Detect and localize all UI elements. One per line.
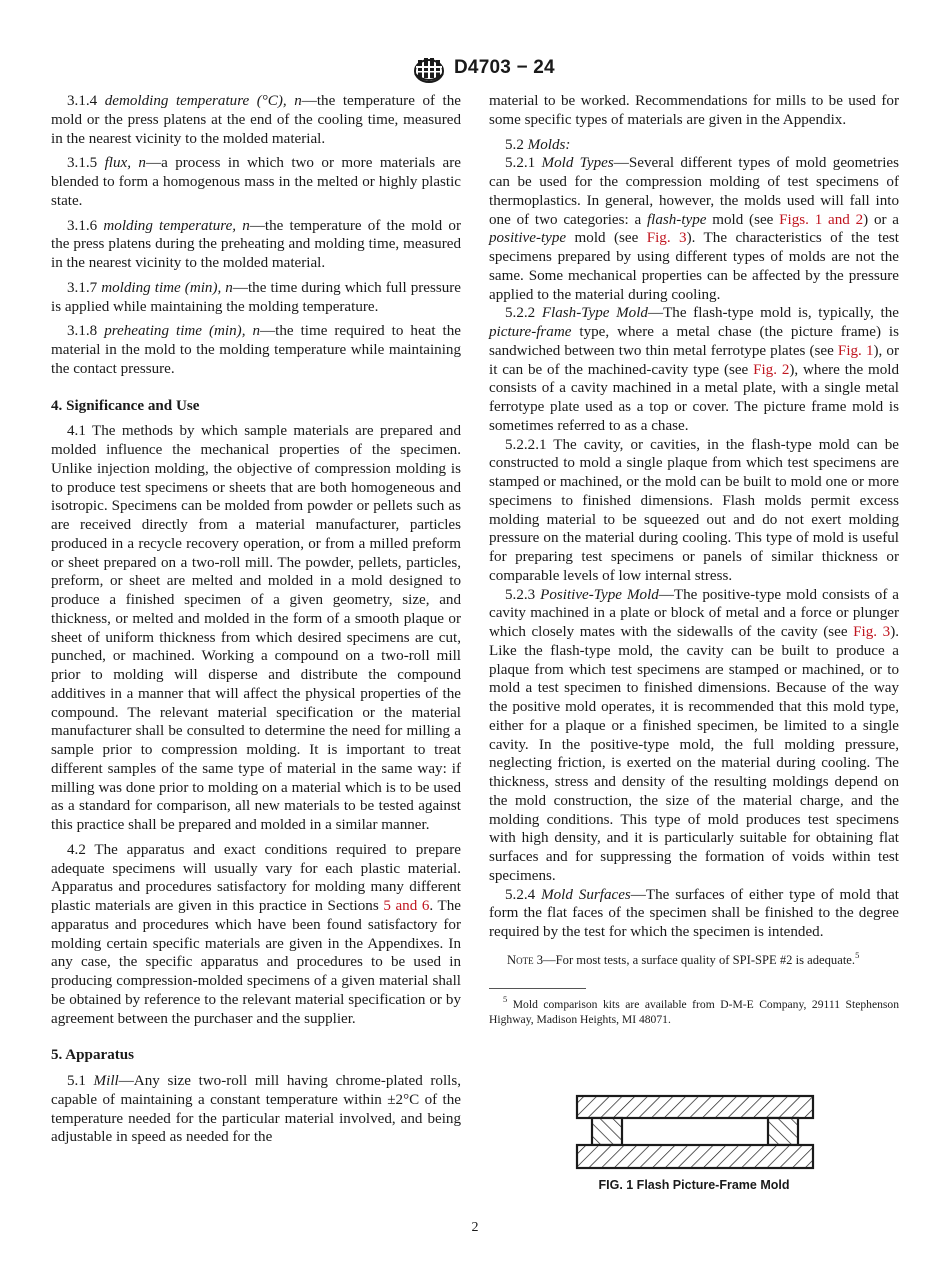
- defined-term: demolding temperature (°C), n: [104, 93, 302, 109]
- top-plate: [577, 1096, 813, 1118]
- definition-text: —a process in which two or more materials are blended to form a homogenous mass in the melted or highly plastic state.: [51, 155, 461, 209]
- emphasis-text: flash-type: [646, 211, 707, 228]
- definition-text: —the temperature of the mold or the press platens during the preheating and molding time, measured in the nearest vicinity to the molded material.: [51, 217, 461, 271]
- link-fig-3[interactable]: Fig. 3: [853, 624, 891, 640]
- clause-number: 3.1.5: [67, 155, 98, 172]
- clause-number: 5.1: [67, 1073, 86, 1089]
- footnote-text: Mold comparison kits are available from D-M-E Company, 29111 Stephenson Highway, Madison Heights, MI 48071.: [489, 997, 899, 1026]
- link-fig-2[interactable]: Fig. 2: [753, 361, 790, 378]
- definition-text: —the time required to heat the material in the mold to the molding temperature while maintaining the contact pressure.: [51, 323, 461, 377]
- paragraph-text: —The surfaces of either type of mold that form the flat faces of the specimen shall be finished to the degree required by the test for which the specimen is intended.: [489, 886, 899, 940]
- paragraph-text: mold (see: [566, 230, 647, 247]
- page-number: 2: [471, 1220, 479, 1235]
- section-heading-apparatus: 5. Apparatus: [51, 1047, 135, 1064]
- clause-term: Positive-Type Mold: [540, 586, 659, 603]
- section-heading-significance: 4. Significance and Use: [51, 397, 200, 414]
- note-number: 3: [533, 952, 544, 967]
- paragraph-text: 4.2 The apparatus and exact conditions required to prepare adequate specimens will usually vary for each plastic material. Apparatus and procedures satisfactory for molding many different plastic materials are given in this practice in Sections: [51, 841, 461, 914]
- clause-term: Mold Types: [541, 155, 614, 172]
- paragraph-5-2-4: [489, 886, 899, 942]
- clause-term: Mill: [93, 1073, 119, 1089]
- clause-number: 3.1.6: [67, 217, 98, 234]
- defined-term: flux, n: [104, 155, 146, 172]
- note-label: Note: [507, 952, 534, 967]
- paragraph-4-2: [51, 841, 461, 1029]
- footnote-5: [489, 993, 899, 1027]
- document-id: D4703 − 24: [454, 57, 555, 78]
- footnote-ref-5[interactable]: 5: [855, 949, 860, 960]
- footnote-divider: [489, 988, 586, 989]
- clause-number: 5.2.2: [505, 305, 536, 322]
- paragraph-text: —The positive-type mold consists of a cavity machined in a plate or block of metal and a force or plunger which closely mates with the sidewalls of the cavity (see: [489, 586, 899, 640]
- paragraph-5-2: [489, 136, 899, 155]
- note-3: [489, 949, 899, 968]
- clause-term: Mold Surfaces: [541, 886, 631, 903]
- paragraph-text: —Several different types of mold geometries can be used for the compression molding of test specimens of thermoplastics. In general, however, the molds used will fall into one of two categories: a: [489, 155, 899, 228]
- left-column: [51, 92, 461, 1147]
- astm-logo-icon: [409, 56, 449, 84]
- link-fig-1[interactable]: Fig. 1: [837, 342, 874, 359]
- paragraph-3-1-6: [51, 217, 461, 273]
- paragraph-text: ). Like the flash-type mold, the cavity can be built to produce a plaque from which test specimens are stamped or machined, or to mold a test specimen to finished dimensions. Because of the way the positive mold operates, it is recommended that this mold type, either for a plaque or a finished specimen, be limited to a single cavity. In the positive-type mold, the full molding pressure, neglecting friction, is exerted on the material during cooling. The thickness, stress and density of the resulting moldings depend on the mold construction, the size of the material charge, and the molding conditions. This type of mold produces test specimens with high density, and it is particularly suitable for obtaining flat surfaces and for suppressing the formation of voids within test specimens.: [489, 624, 899, 884]
- paragraph-text: —Any size two-roll mill having chrome-plated rolls, capable of maintaining a constant temperature within ±2°C of the temperature needed for the particular material involved, and being adjustable in speed as needed for the: [51, 1073, 462, 1146]
- paragraph-5-2-1: [489, 154, 899, 304]
- clause-number: 5.2.4: [505, 886, 536, 903]
- clause-term: Molds:: [527, 136, 571, 153]
- defined-term: molding temperature, n: [103, 217, 250, 234]
- paragraph-text: ), where the mold consists of a cavity machined in a metal plate, with a single metal ferrotype plate used as a top or cover. The picture frame mold is sometimes referred to as a chase.: [489, 361, 899, 434]
- paragraph-5-2-3: [489, 586, 899, 886]
- clause-number: 5.2.1: [505, 155, 536, 172]
- paragraph-5-1-continued: material to be worked. Recommendations for mills to be used for some specific types of materials are given in the Appendix.: [489, 93, 899, 128]
- definition-text: —the time during which full pressure is applied while maintaining the molding temperature.: [51, 279, 461, 315]
- figure-1-caption: FIG. 1 Flash Picture-Frame Mold: [598, 1178, 790, 1192]
- clause-term: Flash-Type Mold: [541, 305, 648, 322]
- link-sections-5-6[interactable]: 5 and 6: [383, 898, 430, 914]
- defined-term: preheating time (min), n: [104, 323, 261, 340]
- clause-number: 3.1.4: [67, 93, 98, 109]
- paragraph-text: ). The characteristics of the test specimens prepared by using different types of molds are not the same. Some mechanical properties can be affected by the pressure applied to the material during cooling.: [489, 230, 899, 303]
- clause-number: 5.2.3: [505, 586, 536, 603]
- paragraph-text: ), or it can be of the machined-cavity type (see: [489, 342, 899, 378]
- paragraph-text: ) or a: [863, 211, 899, 228]
- paragraph-3-1-4: [51, 92, 461, 148]
- emphasis-text: positive-type: [489, 230, 567, 247]
- left-chase-block: [592, 1118, 622, 1145]
- paragraph-3-1-7: [51, 279, 461, 317]
- paragraph-4-1: 4.1 The methods by which sample materials are prepared and molded influence the mechanical properties of the specimen. Unlike injection molding, the objective of compression molding is to produce test specimens or sheets that are both homogeneous and isotropic. Specimens can be molded from powder or pellets such as are received directly from a material manufacturer, particles produced in a recycle recovery operation, or from a milled preform or sheet prepared on a two-roll mill. The powder, pellets, particles, preform, or sheet are melted and molded in a mold designed to produce a finished specimen of a given geometry, size, and thickness, or melted and molded in the form of a smooth plaque or sheet of uniform thickness from which desired specimens are cut, punched, or machined. Working a compound on a two-roll mill prior to molding will disperse and distribute the compound additives in a manner that will affect the physical properties of the compound. The relevant material specification or the material manufacturer shall be consulted to determine the need for milling a sample prior to compression molding. It is important to treat different samples of the same type of material in the same way: if milling was done prior to molding on a material which is to be used as a standard for comparison, all new materials to be tested against this practice shall be prepared and molded in a similar manner.: [51, 423, 461, 833]
- bottom-plate: [577, 1145, 813, 1168]
- paragraph-5-1: [51, 1072, 461, 1147]
- clause-number: 3.1.7: [67, 279, 98, 296]
- link-fig-3[interactable]: Fig. 3: [646, 230, 687, 247]
- figure-1-flash-picture-frame-mold: [574, 1093, 818, 1173]
- right-chase-block: [768, 1118, 798, 1145]
- defined-term: molding time (min), n: [101, 279, 233, 296]
- paragraph-text: . The apparatus and procedures which have been found satisfactory for molding certain specific materials are given in the Appendixes. In any case, the specific apparatus and procedures to be used in producing compression-molded specimens of a given material shall be obtained by reference to the relevant material specification or by agreement between the purchaser and the supplier.: [51, 898, 461, 1027]
- note-text: —For most tests, a surface quality of SPI-SPE #2 is adequate.: [543, 952, 856, 967]
- clause-number: 5.2: [505, 136, 524, 153]
- emphasis-text: picture-frame: [489, 324, 572, 340]
- paragraph-3-1-5: [51, 154, 461, 210]
- link-figs-1-2[interactable]: Figs. 1 and 2: [779, 211, 864, 228]
- paragraph-text: type, where a metal chase (the picture frame) is sandwiched between two thin metal ferrotype plates (see: [489, 324, 899, 359]
- paragraph-3-1-8: [51, 322, 461, 378]
- right-column: [489, 92, 899, 1033]
- paragraph-text: —The flash-type mold is, typically, the: [647, 305, 899, 322]
- clause-number: 3.1.8: [67, 323, 98, 340]
- footnote-mark: 5: [503, 993, 508, 1004]
- paragraph-5-2-2: [489, 304, 899, 435]
- paragraph-text: mold (see: [706, 211, 780, 228]
- paragraph-5-2-2-1: 5.2.2.1 The cavity, or cavities, in the flash-type mold can be constructed to mold a single plaque from which test specimens are stamped or machined, or the mold can be built to mold one or more specimens to finished dimensions. Flash molds permit excess molding material to be squeezed out and do not exert molding pressure on the material during cooling. This type of mold is useful for preparing test specimens or panels of similar thickness or comparable levels of low internal stress.: [489, 436, 899, 584]
- definition-text: —the temperature of the mold or the press platens at the end of the cooling time, measured in the nearest vicinity to the molded material.: [51, 93, 461, 147]
- page-header: [0, 56, 950, 86]
